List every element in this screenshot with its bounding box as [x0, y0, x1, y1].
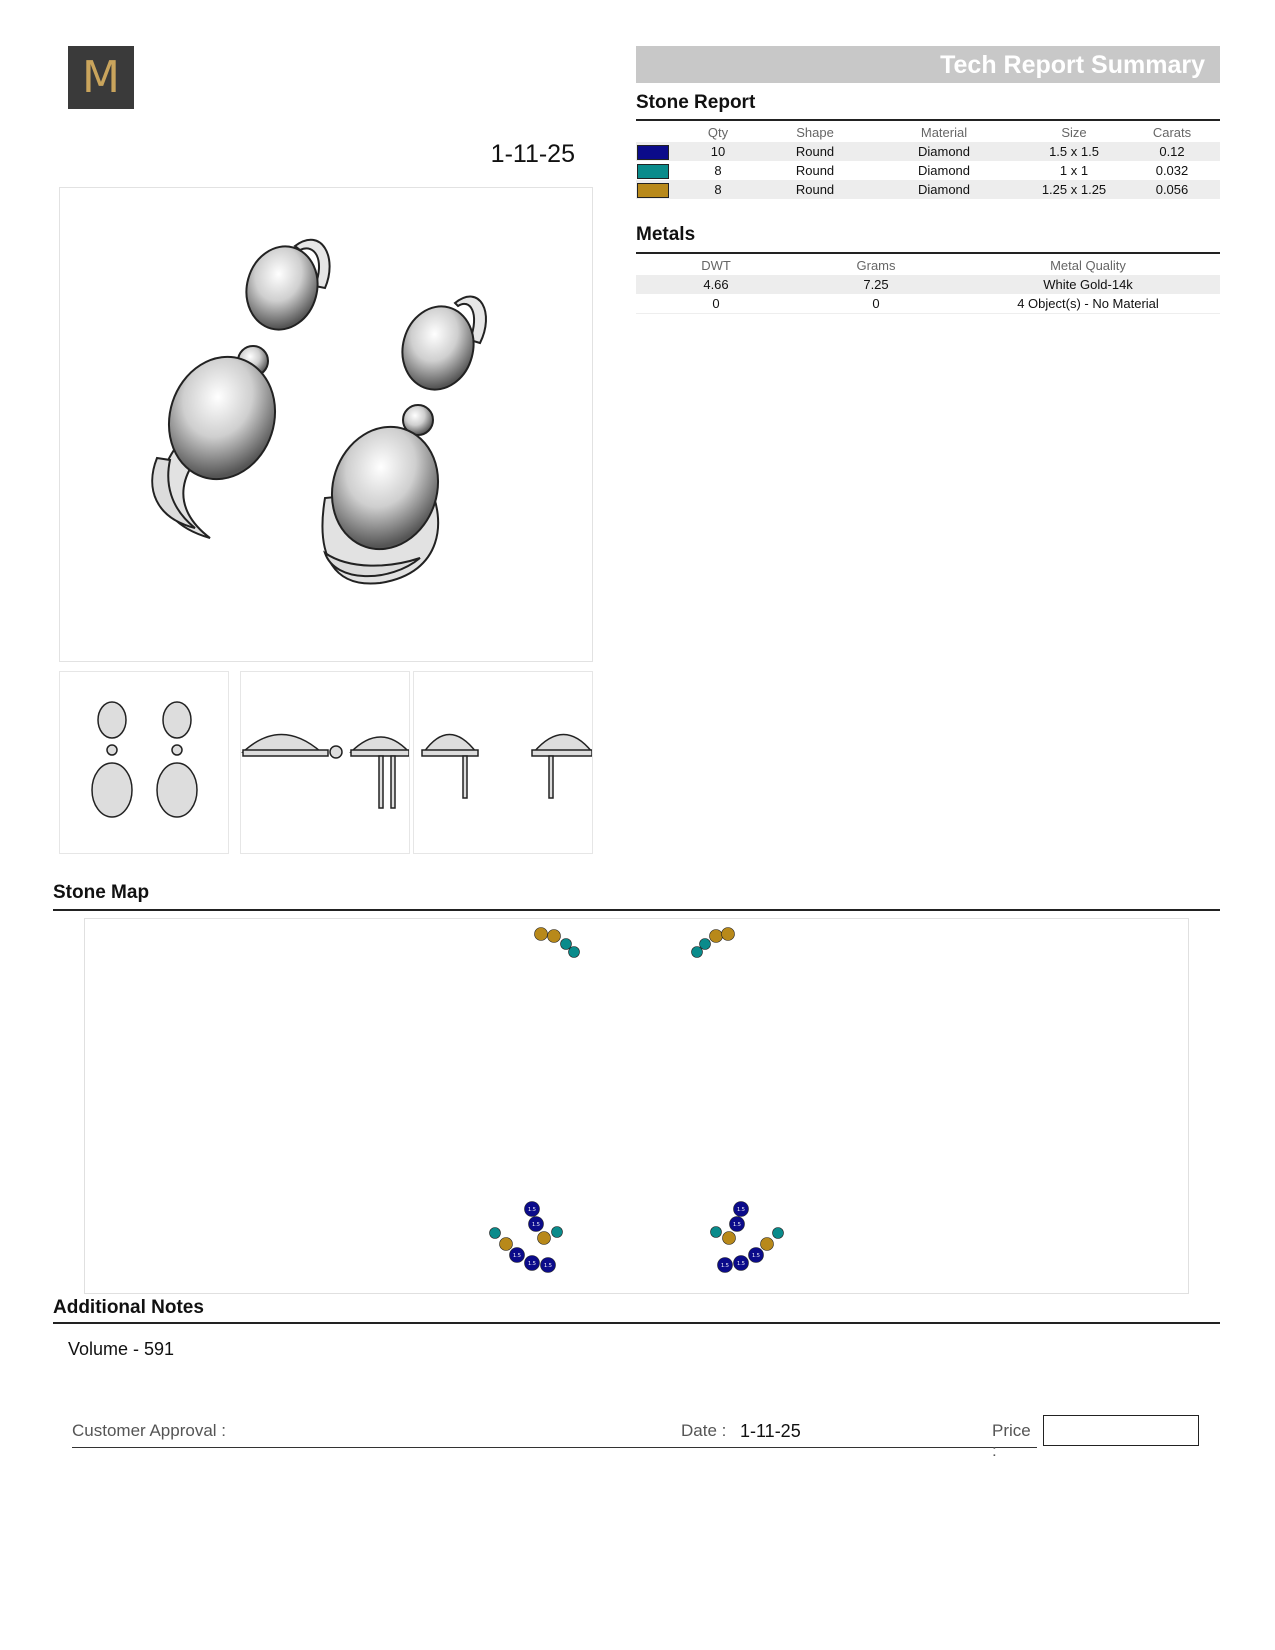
column-header-size: Size: [1061, 125, 1087, 140]
stone-marker-label: 1.5: [532, 1222, 540, 1228]
approval-line: [72, 1416, 1037, 1460]
stone-marker-label: 1.5: [733, 1222, 741, 1228]
earrings-render-image: [60, 188, 594, 663]
metals-rule: [636, 252, 1220, 254]
stone-marker-teal: [552, 1227, 563, 1238]
thumbnail-front-view: [59, 671, 229, 854]
stone-map-diagram: [85, 919, 1190, 1295]
stone-shape: Round: [766, 142, 864, 161]
column-header-carats: Carats: [1152, 125, 1192, 140]
stone-marker-teal: [773, 1228, 784, 1239]
stone-row: [636, 142, 1220, 161]
swatch-column-header: [636, 123, 670, 142]
column-header-shape: Shape: [796, 125, 834, 140]
stone-qty: 10: [670, 142, 766, 161]
stone-marker-teal: [561, 939, 572, 950]
stone-marker-label: 1.5: [528, 1207, 536, 1213]
report-title: Tech Report Summary: [940, 51, 1205, 79]
metal-dwt: 4.66: [636, 275, 796, 294]
stone-marker-teal: [692, 947, 703, 958]
metal-grams: 0: [872, 295, 880, 311]
stone-marker-gold: [500, 1238, 513, 1251]
stone-marker-gold: [761, 1238, 774, 1251]
stone-size: 1.5 x 1.5: [1024, 142, 1124, 161]
stone-marker-teal: [711, 1227, 722, 1238]
stone-carats: 0.032: [1155, 163, 1189, 178]
metals-header-row: [636, 256, 1220, 275]
thumbnail-profile-view: [413, 671, 593, 854]
column-header-grams: Grams: [856, 258, 896, 273]
stone-carats: 0.056: [1124, 180, 1220, 199]
stone-marker-gold: [538, 1232, 551, 1245]
metals-heading: Metals: [636, 224, 696, 245]
metals-table: [636, 256, 1220, 314]
stone-material: Diamond: [864, 180, 1024, 199]
column-header-metal-quality: Metal Quality: [1050, 258, 1126, 273]
stone-report-heading: Stone Report: [636, 92, 756, 113]
stone-report-header-row: [636, 123, 1220, 142]
stone-row: [636, 180, 1220, 199]
price-input-box[interactable]: [1043, 1415, 1199, 1446]
stone-qty: 8: [670, 180, 766, 199]
approval-date-label: Date :: [681, 1421, 727, 1440]
stone-report-rule: [636, 119, 1220, 121]
stone-map-heading: Stone Map: [53, 882, 150, 903]
stone-marker-label: 1.5: [752, 1253, 760, 1259]
stone-marker-teal: [569, 947, 580, 958]
stone-marker-label: 1.5: [737, 1261, 745, 1267]
stone-marker-gold: [722, 928, 735, 941]
stone-marker-gold: [548, 930, 561, 943]
stone-size: 1 x 1: [1059, 163, 1089, 178]
stone-color-swatch: [637, 164, 669, 179]
stone-marker-label: 1.5: [513, 1253, 521, 1259]
main-render-view: [59, 187, 593, 662]
price-label: Price :: [992, 1421, 1031, 1460]
stone-marker-gold: [535, 928, 548, 941]
stone-size: 1.25 x 1.25: [1024, 180, 1124, 199]
stone-shape: Round: [766, 180, 864, 199]
stone-qty: 8: [714, 163, 722, 178]
stone-material: Diamond: [917, 163, 971, 178]
stone-marker-teal: [490, 1228, 501, 1239]
metal-row: [636, 275, 1220, 294]
stone-marker-label: 1.5: [544, 1263, 552, 1269]
customer-approval-label: Customer Approval :: [72, 1421, 227, 1440]
report-date: 1-11-25: [490, 140, 575, 168]
metal-row: [636, 294, 1220, 313]
stone-marker-label: 1.5: [721, 1263, 729, 1269]
stone-report-table: [636, 123, 1220, 199]
notes-text: Volume - 591: [68, 1339, 175, 1359]
thumbnail-side-view: [240, 671, 410, 854]
stone-marker-teal: [700, 939, 711, 950]
stone-marker-label: 1.5: [528, 1261, 536, 1267]
stone-carats: 0.12: [1124, 142, 1220, 161]
metal-dwt: 0: [712, 295, 720, 311]
stone-shape: Round: [795, 163, 835, 178]
column-header-material: Material: [920, 125, 968, 140]
stone-material: Diamond: [864, 142, 1024, 161]
stone-row: [636, 161, 1220, 180]
column-header-dwt: DWT: [701, 258, 731, 273]
stone-map-rule: [53, 909, 1220, 911]
column-header-qty: Qty: [707, 125, 729, 140]
report-title-bar: [636, 46, 1220, 83]
additional-notes-rule: [53, 1322, 1220, 1324]
stone-marker-gold: [723, 1232, 736, 1245]
additional-notes-heading: Additional Notes: [53, 1297, 204, 1318]
company-logo: [68, 46, 134, 109]
metal-grams: 7.25: [796, 275, 956, 294]
stone-marker-gold: [710, 930, 723, 943]
stone-map-panel: [84, 918, 1189, 1294]
stone-marker-label: 1.5: [737, 1207, 745, 1213]
stone-color-swatch: [637, 183, 669, 198]
approval-date-value: 1-11-25: [740, 1421, 801, 1441]
logo-letter: M: [82, 52, 120, 103]
metal-quality: White Gold-14k: [956, 275, 1220, 294]
stone-color-swatch: [637, 145, 669, 160]
metal-quality: 4 Object(s) - No Material: [1017, 295, 1159, 311]
